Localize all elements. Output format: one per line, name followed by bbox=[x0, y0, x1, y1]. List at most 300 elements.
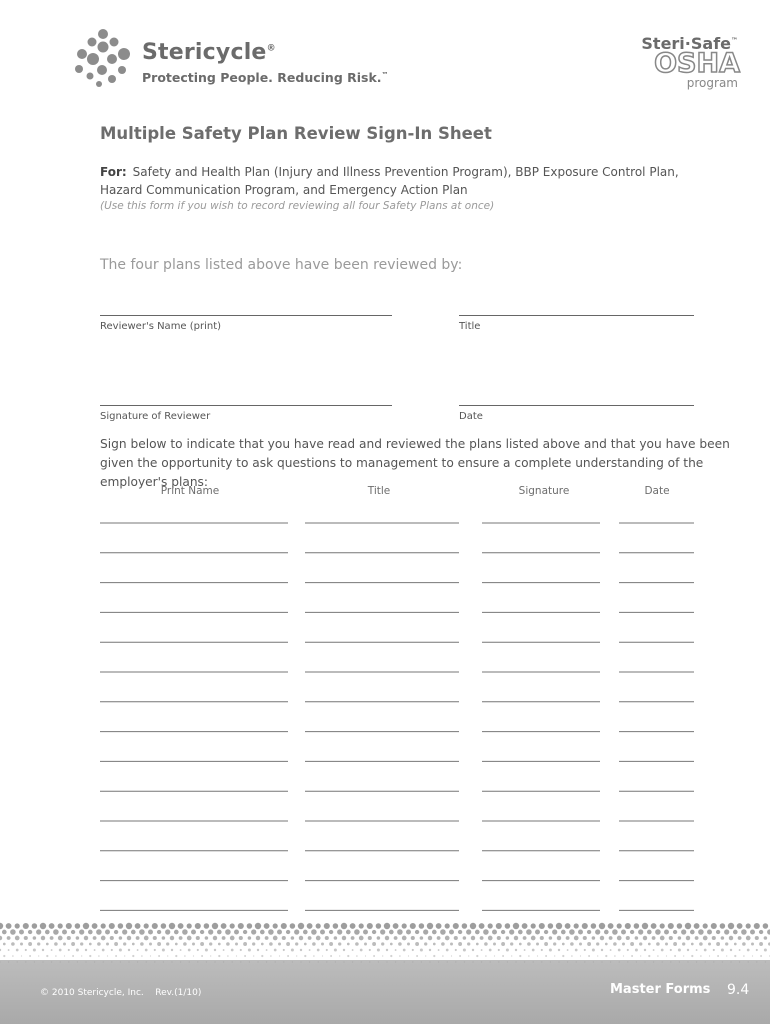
footer-dot bbox=[415, 942, 419, 946]
footer-dot bbox=[279, 955, 280, 956]
footer-dot bbox=[187, 936, 192, 941]
footer-dot bbox=[472, 949, 474, 951]
footer-dot bbox=[669, 936, 673, 940]
footer-dot bbox=[703, 923, 708, 928]
footer-dot bbox=[635, 936, 639, 940]
usage-note: (Use this form if you wish to record reviewing all four Safety Plans at once) bbox=[100, 200, 495, 212]
footer-dot bbox=[51, 961, 52, 962]
footer-dot bbox=[449, 930, 454, 935]
footer-dot bbox=[569, 929, 575, 935]
footer-dot bbox=[470, 923, 476, 929]
footer-dot bbox=[261, 943, 264, 946]
footer-dot bbox=[252, 942, 255, 945]
footer-dot bbox=[386, 961, 387, 962]
footer-dot bbox=[709, 955, 710, 956]
footer-dot bbox=[471, 936, 475, 940]
footer-dot bbox=[662, 961, 663, 962]
footer-dot bbox=[140, 942, 144, 946]
footer-dot bbox=[535, 930, 540, 935]
footer-dot bbox=[230, 923, 235, 928]
footer-dot bbox=[459, 955, 461, 957]
footer-dot bbox=[243, 930, 247, 934]
footer-dot bbox=[137, 949, 139, 951]
footer-dot bbox=[37, 942, 40, 945]
footer-dot bbox=[188, 949, 191, 952]
footer-dot bbox=[698, 929, 704, 935]
reviewer-title-caption: Title bbox=[459, 321, 481, 332]
footer-dot bbox=[552, 929, 557, 934]
footer-dot bbox=[0, 961, 1, 962]
footer-dot bbox=[3, 955, 5, 957]
footer-dot bbox=[481, 949, 483, 951]
footer-dot bbox=[326, 949, 328, 951]
page-number: 9.4 bbox=[727, 982, 750, 998]
footer-dot bbox=[227, 955, 229, 957]
footer-dot bbox=[467, 942, 470, 945]
footer-dot bbox=[282, 936, 286, 940]
footer-dot bbox=[96, 929, 102, 935]
footer-dot bbox=[41, 936, 45, 940]
footer-dot bbox=[751, 943, 754, 946]
footer-dot bbox=[236, 955, 237, 956]
footer-dot bbox=[462, 923, 468, 929]
footer-dot bbox=[408, 955, 409, 956]
footer-dot bbox=[58, 936, 63, 941]
footer-dot bbox=[721, 948, 724, 951]
footer-dot bbox=[445, 936, 450, 941]
footer-dot bbox=[584, 949, 586, 951]
footer-dot bbox=[356, 955, 358, 957]
footer-dot bbox=[239, 936, 243, 940]
footer-dot bbox=[318, 961, 319, 962]
footer-dot bbox=[40, 923, 46, 929]
footer-dot bbox=[261, 955, 263, 957]
footer-dot bbox=[490, 961, 491, 962]
footer-dot bbox=[647, 930, 652, 935]
footer-dot bbox=[759, 930, 763, 934]
footer-dot bbox=[225, 929, 231, 935]
footer-dot bbox=[148, 930, 153, 935]
footer-dot bbox=[132, 955, 134, 957]
footer-dot bbox=[489, 949, 492, 952]
footer-dot bbox=[257, 961, 258, 962]
footer-dot bbox=[154, 961, 155, 962]
footer-dot bbox=[45, 930, 50, 935]
footer-dot bbox=[704, 949, 707, 952]
footer-dot bbox=[596, 942, 599, 945]
footer-dot bbox=[71, 930, 75, 934]
reviewer-date-field[interactable] bbox=[459, 405, 694, 406]
steri-safe-logo-text: Steri·Safe™ bbox=[641, 34, 738, 53]
footer-dot bbox=[656, 942, 660, 946]
footer-dot bbox=[21, 955, 22, 956]
footer-dot bbox=[566, 936, 570, 940]
footer-dot bbox=[648, 943, 651, 946]
footer-dot bbox=[166, 942, 169, 945]
footer-dot bbox=[390, 955, 392, 957]
footer-dot bbox=[153, 936, 157, 940]
footer-dot bbox=[463, 948, 466, 951]
footer-dot bbox=[395, 949, 397, 951]
footer-dot bbox=[403, 949, 406, 952]
footer-dot bbox=[576, 961, 577, 962]
footer-dot bbox=[330, 955, 332, 957]
footer-dot bbox=[705, 961, 706, 962]
footer-dot bbox=[16, 949, 19, 952]
footer-dot bbox=[638, 929, 643, 934]
footer-copyright: © 2010 Stericycle, Inc. Rev.(1/10) bbox=[40, 988, 202, 998]
footer-dot bbox=[591, 923, 597, 929]
footer-dot bbox=[296, 955, 297, 956]
footer-dot bbox=[106, 943, 109, 946]
footer-dot bbox=[442, 955, 444, 957]
footer-dot bbox=[528, 955, 530, 957]
footer-dot bbox=[464, 961, 465, 962]
footer-dot bbox=[436, 923, 442, 929]
footer-dot bbox=[605, 943, 608, 946]
footer-dot bbox=[644, 961, 645, 962]
footer-dot bbox=[286, 942, 290, 946]
footer-dot bbox=[541, 961, 542, 962]
footer-dot bbox=[62, 930, 67, 935]
footer-dot bbox=[562, 943, 565, 946]
footer-dot bbox=[83, 923, 89, 929]
footer-dot bbox=[235, 943, 238, 946]
footer-dot bbox=[212, 923, 218, 929]
footer-dot bbox=[485, 955, 487, 957]
footer-dot bbox=[571, 955, 573, 957]
footer-dot bbox=[368, 936, 372, 940]
footer-dot bbox=[682, 942, 685, 945]
footer-dot bbox=[519, 955, 521, 957]
footer-dot bbox=[127, 936, 131, 940]
footer-dot bbox=[544, 930, 548, 934]
footer-dot bbox=[128, 949, 130, 951]
footer-dot bbox=[363, 930, 368, 935]
footer-dot bbox=[51, 949, 53, 951]
footer-dot bbox=[75, 923, 81, 929]
footer-dot bbox=[713, 961, 714, 962]
footer-dot bbox=[734, 955, 736, 957]
footer-dot bbox=[411, 936, 415, 940]
footer-dot bbox=[605, 955, 607, 957]
footer-dot bbox=[574, 923, 579, 928]
footer-dot bbox=[274, 949, 277, 952]
footer-dot bbox=[554, 955, 555, 956]
footer-dot bbox=[126, 923, 132, 929]
footer-dot bbox=[725, 942, 728, 945]
footer-dot bbox=[484, 942, 488, 946]
footer-dot bbox=[107, 955, 108, 956]
footer-dot bbox=[184, 955, 186, 957]
footer-dot bbox=[351, 936, 355, 940]
footer-dot bbox=[752, 955, 753, 956]
footer-dot bbox=[89, 955, 91, 957]
footer-dot bbox=[397, 929, 403, 935]
footer-dot bbox=[311, 929, 317, 935]
footer-dot bbox=[326, 961, 327, 962]
footer-dot bbox=[60, 961, 61, 962]
footer-dot bbox=[488, 923, 493, 928]
footer-dot bbox=[416, 955, 418, 957]
footer-dot bbox=[136, 936, 140, 940]
footer-dot bbox=[565, 923, 571, 929]
footer-dot bbox=[180, 949, 182, 951]
footer-dot bbox=[644, 949, 646, 951]
footer-dot bbox=[270, 955, 272, 957]
footer-dot bbox=[169, 923, 175, 929]
footer-dot bbox=[441, 942, 445, 946]
footer-dot bbox=[197, 949, 199, 951]
footer-dot bbox=[359, 936, 364, 941]
footer-dot bbox=[38, 955, 39, 956]
footer-dot bbox=[63, 943, 66, 946]
brand-name: Stericycle® bbox=[142, 40, 276, 65]
footer-dot bbox=[601, 961, 602, 962]
footer-dot bbox=[234, 930, 239, 935]
footer-dot bbox=[763, 923, 769, 929]
footer-dot bbox=[154, 949, 156, 951]
footer-dot bbox=[20, 943, 23, 946]
footer-dot bbox=[707, 930, 712, 935]
footer-dot bbox=[308, 936, 312, 940]
footer-dot bbox=[120, 961, 121, 962]
footer-dot bbox=[34, 961, 35, 962]
footer-dot bbox=[463, 936, 467, 940]
footer-dot bbox=[325, 936, 329, 940]
footer-dot bbox=[66, 923, 72, 929]
footer-dot bbox=[610, 949, 612, 951]
footer-dot bbox=[205, 948, 208, 951]
footer-dot bbox=[621, 930, 626, 935]
footer-dot bbox=[498, 961, 499, 962]
footer-dot bbox=[755, 936, 759, 940]
footer-dot bbox=[636, 961, 637, 962]
footer-dot bbox=[553, 942, 556, 945]
footer-dot bbox=[742, 942, 746, 946]
footer-dot bbox=[187, 923, 192, 928]
footer-dot bbox=[85, 949, 87, 951]
footer-dot bbox=[361, 961, 362, 962]
footer-dot bbox=[23, 923, 29, 929]
footer-dot bbox=[232, 961, 233, 962]
footer-dot bbox=[214, 961, 215, 962]
footer-dot bbox=[105, 930, 110, 935]
footer-dot bbox=[524, 949, 526, 951]
footer-dot bbox=[518, 930, 523, 935]
footer-dot bbox=[204, 923, 210, 929]
footer-dot bbox=[613, 942, 617, 946]
footer-dot bbox=[295, 942, 298, 945]
footer-dot bbox=[507, 961, 508, 962]
footer-dot bbox=[342, 936, 346, 940]
footer-dot bbox=[423, 929, 428, 934]
footer-dot bbox=[526, 929, 532, 935]
footer-dot bbox=[556, 923, 562, 929]
footer-dot bbox=[567, 961, 568, 962]
footer-dot bbox=[29, 955, 31, 957]
footer-dot bbox=[119, 948, 122, 951]
footer-dot bbox=[386, 949, 388, 951]
footer-dot bbox=[251, 929, 256, 934]
footer-dot bbox=[298, 923, 304, 929]
footer-dot bbox=[329, 930, 333, 934]
footer-dot bbox=[476, 955, 478, 957]
footer-dot bbox=[269, 942, 273, 946]
footer-dot bbox=[320, 930, 325, 935]
footer-dot bbox=[114, 942, 118, 946]
footer-dot bbox=[608, 923, 614, 929]
brand-tagline: Protecting People. Reducing Risk.™ bbox=[142, 70, 389, 85]
footer-dot bbox=[524, 961, 525, 962]
footer-dot bbox=[700, 955, 702, 957]
footer-dot bbox=[191, 930, 196, 935]
footer-dot bbox=[674, 955, 676, 957]
footer-dot bbox=[651, 923, 657, 929]
footer-dot bbox=[545, 955, 547, 957]
footer-dot bbox=[150, 955, 151, 956]
footer-dot bbox=[240, 949, 242, 951]
reviewer-title-field[interactable] bbox=[459, 315, 694, 316]
footer-dot bbox=[149, 943, 152, 946]
footer-dot bbox=[557, 936, 561, 940]
footer-dot bbox=[337, 929, 342, 934]
footer-dot bbox=[124, 955, 125, 956]
footer-dot bbox=[619, 961, 620, 962]
footer-dot bbox=[544, 942, 548, 946]
footer-dot bbox=[381, 942, 384, 945]
footer-dot bbox=[720, 923, 726, 929]
footer-dot bbox=[378, 961, 379, 962]
footer-dot bbox=[696, 961, 697, 962]
footer-dot bbox=[364, 943, 367, 946]
footer-dot bbox=[595, 929, 600, 934]
footer-dot bbox=[494, 955, 495, 956]
footer-dot bbox=[429, 949, 431, 951]
footer-dot bbox=[152, 923, 158, 929]
footer-dot bbox=[42, 961, 43, 962]
footer-dot bbox=[472, 961, 473, 962]
footer-dot bbox=[433, 955, 435, 957]
footer-dot bbox=[46, 955, 48, 957]
footer-dot bbox=[123, 942, 126, 945]
footer-dot bbox=[666, 955, 667, 956]
reviewer-signature-field[interactable] bbox=[100, 405, 392, 406]
column-header-signature: Signature bbox=[518, 485, 570, 497]
footer-dot bbox=[94, 949, 96, 951]
footer-dot bbox=[741, 929, 747, 935]
footer-dot bbox=[634, 923, 640, 929]
footer-dot bbox=[365, 955, 366, 956]
footer-dot bbox=[533, 961, 534, 962]
footer-dot bbox=[3, 943, 6, 946]
footer-dot bbox=[25, 961, 26, 962]
footer-dot bbox=[737, 923, 743, 929]
footer-dot bbox=[584, 961, 585, 962]
footer-dot bbox=[11, 942, 15, 946]
footer-dot bbox=[183, 942, 187, 946]
footer-dot bbox=[53, 929, 59, 935]
footer-dot bbox=[523, 936, 527, 940]
footer-dot bbox=[196, 936, 200, 940]
footer-dot bbox=[699, 942, 703, 946]
footer-dot bbox=[360, 949, 363, 952]
footer-dot bbox=[111, 949, 113, 951]
footer-dot bbox=[536, 943, 539, 946]
footer-dot bbox=[249, 961, 250, 962]
footer-dot bbox=[550, 961, 551, 962]
footer-dot bbox=[0, 923, 3, 929]
footer-dot bbox=[135, 923, 141, 929]
footer-dot bbox=[592, 948, 595, 951]
footer-dot bbox=[501, 930, 505, 934]
footer-dot bbox=[685, 923, 691, 929]
footer-dot bbox=[175, 955, 177, 957]
footer-dot bbox=[179, 936, 183, 940]
footer-dot bbox=[119, 936, 123, 940]
footer-dot bbox=[0, 936, 2, 940]
footer-dot bbox=[476, 943, 479, 946]
footer-dot bbox=[582, 923, 588, 929]
footer-dot bbox=[612, 929, 618, 935]
footer-dot bbox=[406, 930, 411, 935]
footer-dot bbox=[161, 923, 167, 929]
footer-dot bbox=[15, 936, 20, 941]
footer-dot bbox=[655, 929, 661, 935]
footer-dot bbox=[144, 923, 149, 928]
footer-dot bbox=[653, 961, 654, 962]
footer-dot bbox=[630, 930, 634, 934]
footer-dot bbox=[402, 936, 407, 941]
footer-dot bbox=[600, 936, 604, 940]
footer-dot bbox=[304, 943, 307, 946]
footer-dot bbox=[64, 955, 65, 956]
footer-dot bbox=[197, 961, 198, 962]
footer-dot bbox=[334, 936, 338, 940]
footer-dot bbox=[446, 949, 449, 952]
footer-dot bbox=[764, 948, 767, 951]
footer-dot bbox=[309, 961, 310, 962]
footer-dot bbox=[458, 942, 462, 946]
footer-dot bbox=[209, 942, 212, 945]
footer-dot bbox=[93, 936, 97, 940]
footer-dot bbox=[193, 955, 194, 956]
footer-dot bbox=[626, 936, 630, 940]
footer-dot bbox=[657, 955, 659, 957]
footer-dot bbox=[257, 949, 259, 951]
footer-dot bbox=[33, 948, 36, 951]
footer-dot bbox=[678, 936, 682, 940]
footer-dot bbox=[324, 923, 330, 929]
footer-dot bbox=[599, 923, 605, 929]
footer-dot bbox=[427, 923, 433, 929]
footer-dot bbox=[287, 955, 289, 957]
footer-dot bbox=[54, 942, 58, 946]
reviewer-name-field[interactable] bbox=[100, 315, 392, 316]
footer-dot bbox=[483, 929, 489, 935]
footer-dot bbox=[338, 942, 341, 945]
footer-dot bbox=[548, 923, 554, 929]
footer-dot bbox=[610, 961, 611, 962]
footer-dot bbox=[730, 961, 731, 962]
footer-dot bbox=[77, 961, 78, 962]
footer-dot bbox=[7, 936, 11, 940]
footer-dot bbox=[739, 961, 740, 962]
reviewed-by-heading: The four plans listed above have been reviewed by: bbox=[100, 257, 463, 273]
footer-dot bbox=[513, 923, 519, 929]
footer-dot bbox=[481, 961, 482, 962]
footer-dot bbox=[558, 961, 559, 962]
